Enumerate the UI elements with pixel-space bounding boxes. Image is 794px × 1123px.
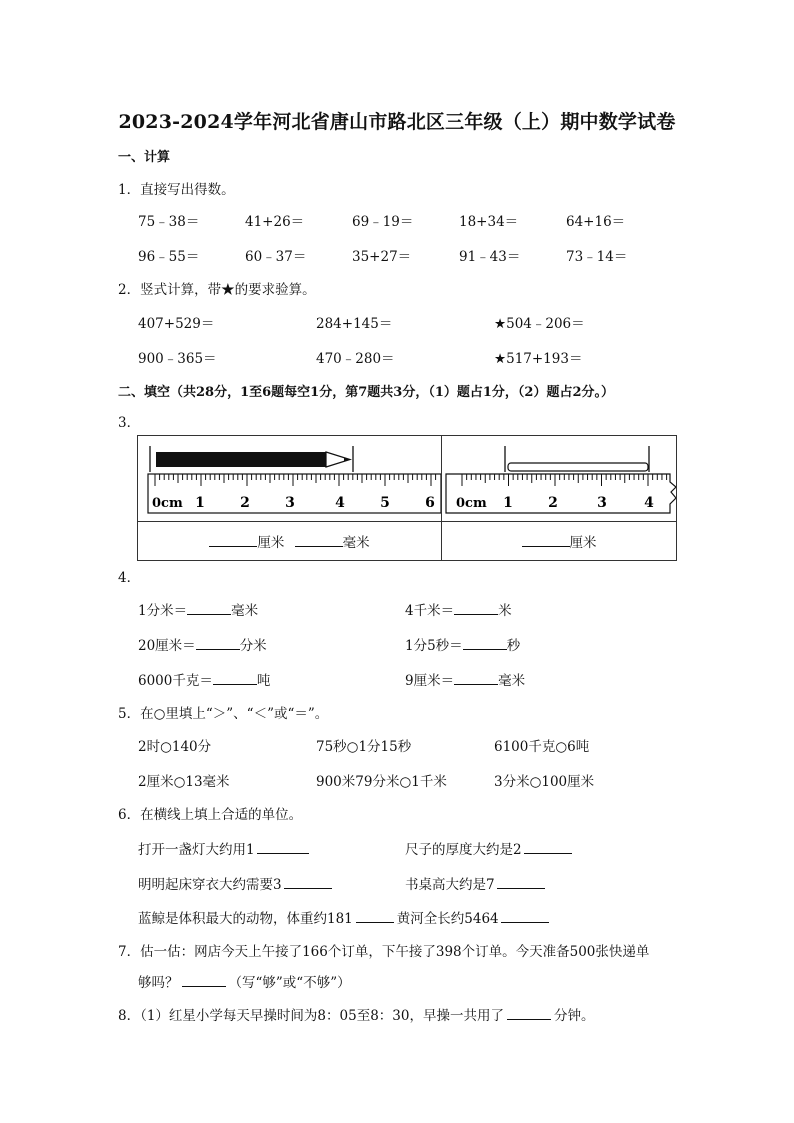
q6-item: 蓝鲸是体积最大的动物，体重约181 黄河全长约5464 <box>138 907 549 927</box>
q2-item: 900﹣365＝ <box>138 351 217 367</box>
q5-item: 3分米○100厘米 <box>494 774 595 790</box>
ruler-right-tick-label: 3 <box>597 495 607 511</box>
ruler-left-tick-label: 0cm <box>152 496 183 511</box>
q4-item: 4千米＝ 米 <box>405 603 512 619</box>
answer-blank[interactable] <box>295 534 343 547</box>
q2-item: 470﹣280＝ <box>316 351 395 367</box>
answer-blank[interactable] <box>497 876 545 889</box>
q2-item: ★504﹣206＝ <box>494 316 585 332</box>
q5-item: 2时○140分 <box>138 739 212 755</box>
ruler-left-tick-label: 2 <box>240 495 250 511</box>
answer-blank[interactable] <box>454 672 498 685</box>
ruler-left-tick-label: 3 <box>285 495 295 511</box>
ruler-right-tick-label: 2 <box>548 495 558 511</box>
unit-label: 厘米 <box>257 535 285 551</box>
q1-item: 41+26＝ <box>245 214 305 230</box>
ruler-pencil-figure <box>138 436 441 517</box>
q1-item: 73﹣14＝ <box>566 249 628 265</box>
ruler-right-tick-label: 0cm <box>456 496 487 511</box>
q1-item: 91﹣43＝ <box>459 249 521 265</box>
q1-item: 35+27＝ <box>352 249 412 265</box>
ruler-right-tick-label: 4 <box>644 495 654 511</box>
q2-item: 284+145＝ <box>316 316 393 332</box>
q2-label: 2．竖式计算，带★的要求验算。 <box>118 282 316 298</box>
answer-blank[interactable] <box>454 602 498 615</box>
ruler-left-cell <box>138 436 442 522</box>
q7-line2: 够吗？ （写“够”或“不够”） <box>138 975 351 991</box>
answer-blank[interactable] <box>187 602 231 615</box>
q1-item: 69﹣19＝ <box>352 214 414 230</box>
ruler-left-tick-label: 6 <box>425 495 435 511</box>
q4-item: 1分5秒＝ 秒 <box>405 638 521 654</box>
answer-blank[interactable] <box>524 841 572 854</box>
q6-item: 明明起床穿衣大约需要3 <box>138 873 332 893</box>
ruler-left-tick-label: 1 <box>195 495 205 511</box>
ruler-bar-figure <box>442 436 676 517</box>
q1-item: 18+34＝ <box>459 214 519 230</box>
q8-line: 8．（1）红星小学每天早操时间为8：05至8：30，早操一共用了 分钟。 <box>118 1008 595 1024</box>
q6-item: 打开一盏灯大约用1 <box>138 838 309 858</box>
q1-label: 1．直接写出得数。 <box>118 182 235 198</box>
q1-item: 60﹣37＝ <box>245 249 307 265</box>
answer-blank[interactable] <box>284 876 332 889</box>
ruler-left-tick-label: 5 <box>380 495 390 511</box>
ruler-left-tick-label: 4 <box>335 495 345 511</box>
q6-item: 书桌高大约是7 <box>405 873 545 893</box>
q3-label: 3． <box>118 415 141 431</box>
q7-line1: 7．估一估：网店今天上午接了166个订单，下午接了398个订单。今天准备500张快递单 <box>118 944 650 960</box>
answer-blank[interactable] <box>356 910 394 923</box>
q5-item: 2厘米○13毫米 <box>138 774 230 790</box>
answer-blank[interactable] <box>196 637 240 650</box>
q2-item: ★517+193＝ <box>494 351 583 367</box>
q1-item: 96﹣55＝ <box>138 249 200 265</box>
q1-item: 64+16＝ <box>566 214 626 230</box>
q2-item: 407+529＝ <box>138 316 215 332</box>
answer-blank[interactable] <box>507 1007 551 1020</box>
answer-blank[interactable] <box>501 910 549 923</box>
answer-blank[interactable] <box>522 534 570 547</box>
answer-blank[interactable] <box>209 534 257 547</box>
q5-item: 75秒○1分15秒 <box>316 739 412 755</box>
page-title: 2023-2024学年河北省唐山市路北区三年级（上）期中数学试卷 <box>118 111 676 133</box>
q1-item: 75﹣38＝ <box>138 214 200 230</box>
q5-label: 5．在○里填上“＞”、“＜”或“＝”。 <box>118 706 329 722</box>
unit-label: 毫米 <box>342 535 370 551</box>
answer-blank[interactable] <box>463 637 507 650</box>
q3-left-answer <box>138 522 442 561</box>
q6-item: 尺子的厚度大约是2 <box>405 838 572 858</box>
q4-item: 20厘米＝ 分米 <box>138 638 267 654</box>
ruler-right-tick-label: 1 <box>503 495 513 511</box>
ruler-table <box>137 435 677 561</box>
q5-item: 900米79分米○1千米 <box>316 774 447 790</box>
section1-heading: 一、计算 <box>118 150 171 165</box>
q5-item: 6100千克○6吨 <box>494 739 590 755</box>
answer-blank[interactable] <box>182 974 226 987</box>
q6-label: 6．在横线上填上合适的单位。 <box>118 807 303 823</box>
q4-label: 4． <box>118 570 141 586</box>
answer-blank[interactable] <box>257 841 309 854</box>
unit-label: 厘米 <box>569 535 597 551</box>
q4-item: 1分米＝ 毫米 <box>138 603 259 619</box>
section2-heading: 二、填空（共28分，1至6题每空1分，第7题共3分，（1）题占1分，（2）题占2分。） <box>118 385 615 400</box>
q3-right-answer <box>442 522 677 561</box>
q4-item: 9厘米＝ 毫米 <box>405 673 526 689</box>
answer-blank[interactable] <box>213 672 257 685</box>
ruler-right-cell <box>442 436 677 522</box>
q4-item: 6000千克＝ 吨 <box>138 673 271 689</box>
